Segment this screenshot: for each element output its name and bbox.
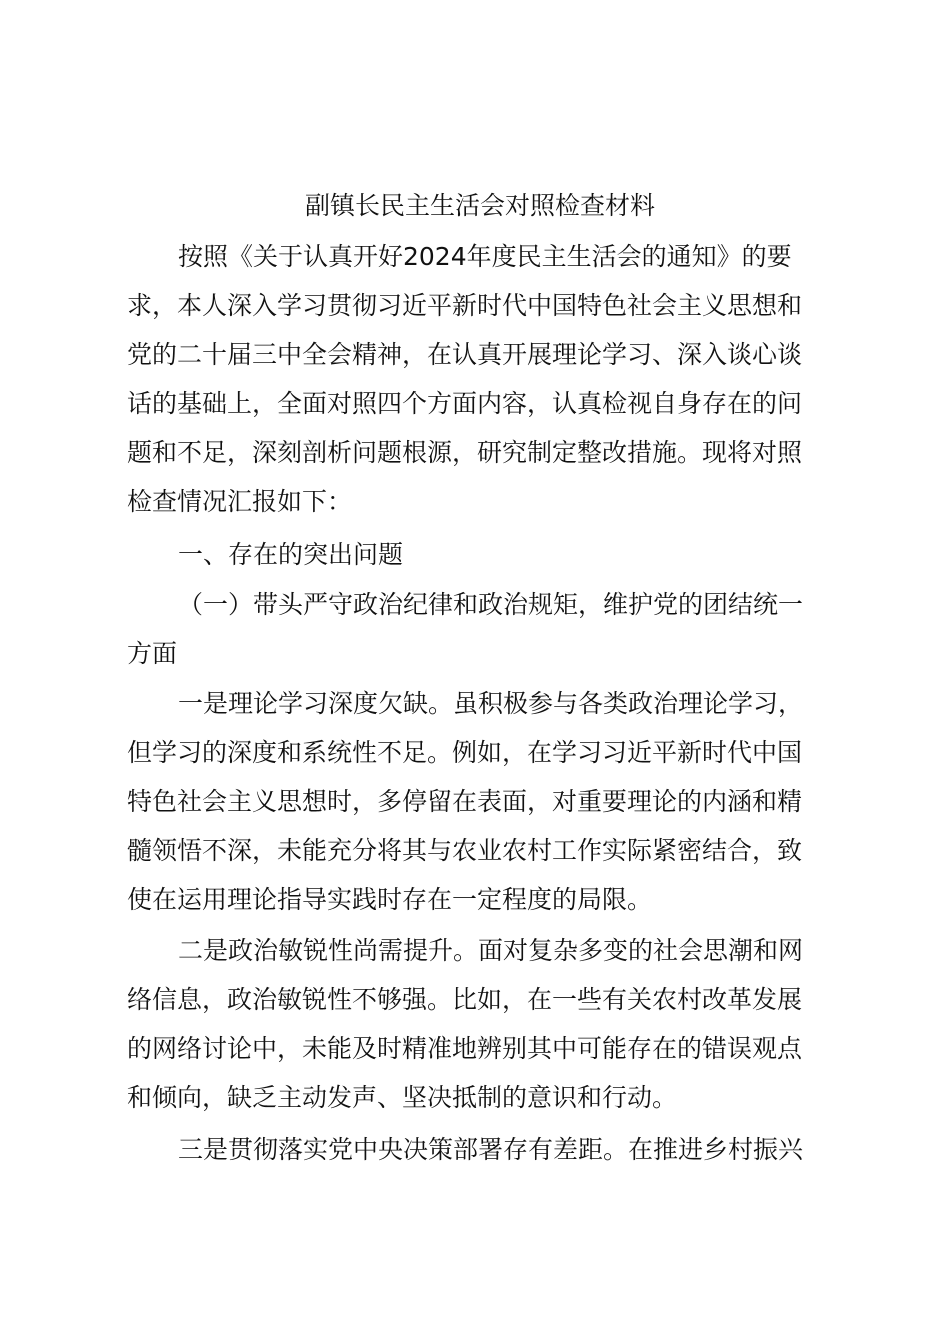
paragraph-line: 的网络讨论中，未能及时精准地辨别其中可能存在的错误观点 [127,1034,803,1063]
paragraph-line: 按照《关于认真开好2024年度民主生活会的通知》的要 [178,242,792,271]
paragraph-line: 题和不足，深刻剖析问题根源，研究制定整改措施。现将对照 [127,438,803,467]
paragraph-line: 二是政治敏锐性尚需提升。面对复杂多变的社会思潮和网 [178,936,804,965]
paragraph-line: 话的基础上，全面对照四个方面内容，认真检视自身存在的问 [127,389,803,418]
paragraph-line: 髓领悟不深，未能充分将其与农业农村工作实际紧密结合，致 [127,836,803,865]
paragraph-line: 检查情况汇报如下： [127,487,353,516]
subsection-heading: （一）带头严守政治纪律和政治规矩，维护党的团结统一 [178,590,804,619]
document-title: 副镇长民主生活会对照检查材料 [304,191,655,220]
paragraph-line: 使在运用理论指导实践时存在一定程度的局限。 [127,885,653,914]
section-heading: 一、存在的突出问题 [178,540,404,569]
paragraph-line: 党的二十届三中全会精神，在认真开展理论学习、深入谈心谈 [127,340,803,369]
paragraph-line: 求，本人深入学习贯彻习近平新时代中国特色社会主义思想和 [127,291,803,320]
paragraph-line: 特色社会主义思想时，多停留在表面，对重要理论的内涵和精 [127,787,803,816]
paragraph-line: 和倾向，缺乏主动发声、坚决抵制的意识和行动。 [127,1083,678,1112]
paragraph-line: 一是理论学习深度欠缺。虽积极参与各类政治理论学习， [178,689,804,718]
paragraph-line: 但学习的深度和系统性不足。例如，在学习习近平新时代中国 [127,738,803,767]
paragraph-line: 三是贯彻落实党中央决策部署存有差距。在推进乡村振兴 [178,1135,804,1164]
paragraph-line: 络信息，政治敏锐性不够强。比如，在一些有关农村改革发展 [127,985,803,1014]
subsection-heading-cont: 方面 [127,639,178,668]
